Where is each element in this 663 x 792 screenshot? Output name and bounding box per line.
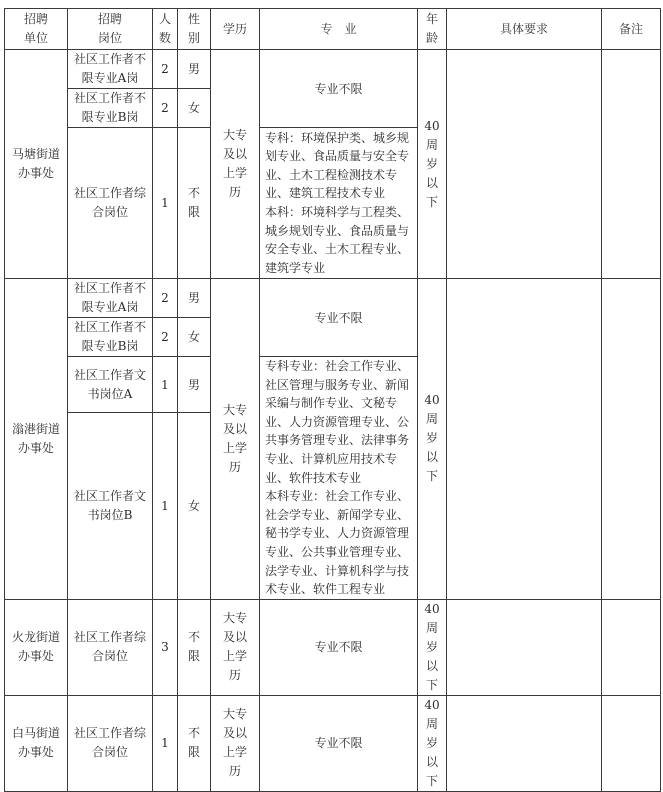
position-cell: 社区工作者不限专业A岗 [68,50,153,89]
requirements-cell [447,50,602,279]
header-count: 人数 [153,9,178,50]
header-requirements: 具体要求 [447,9,602,50]
gender-cell: 不限 [178,599,211,695]
gender-cell: 女 [178,318,211,357]
major-detail-cell [260,128,418,279]
gender-cell: 不限 [178,128,211,279]
major-cell: 专业不限 [260,279,418,357]
requirements-cell [447,279,602,600]
table-row [5,599,661,695]
major-detail-bachelor: 本科专业：社会工作专业、社会学专业、新闻学专业、秘书学专业、人力资源管理专业、公共事业管理专业、法学专业、计算机科学与技术专业、软件工程专业 [265,489,410,597]
count-cell: 1 [153,357,178,413]
gender-cell: 不限 [178,695,211,791]
major-detail-bachelor: 本科：环境科学与工程类、城乡规划专业、食品质量与安全专业、土木工程专业、建筑学专业 [265,205,410,275]
gender-cell: 男 [178,357,211,413]
major-cell: 专业不限 [260,599,418,695]
recruitment-table [4,8,661,792]
count-cell: 1 [153,413,178,599]
unit-cell: 白马街道办事处 [5,695,68,791]
table-row [5,50,661,89]
header-remarks: 备注 [602,9,661,50]
header-row [5,9,661,50]
header-age: 年龄 [418,9,447,50]
unit-cell: 滃港街道办事处 [5,279,68,600]
age-cell: 40周岁以下 [418,695,447,791]
age-cell: 40周岁以下 [418,599,447,695]
header-major: 专 业 [260,9,418,50]
position-cell: 社区工作者文书岗位A [68,357,153,413]
remarks-cell [602,50,661,279]
header-position: 招聘岗位 [68,9,153,50]
header-education: 学历 [211,9,260,50]
education-cell: 大专及以上学历 [211,599,260,695]
count-cell: 2 [153,50,178,89]
gender-cell: 女 [178,413,211,599]
major-detail-junior: 专科：环境保护类、城乡规划专业、食品质量与安全专业、土木工程检测技术专业、建筑工程技术专业 [265,130,410,201]
count-cell: 2 [153,279,178,318]
position-cell: 社区工作者文书岗位B [68,413,153,599]
major-detail-cell [260,357,418,600]
remarks-cell [602,695,661,791]
gender-cell: 男 [178,279,211,318]
table-row [5,695,661,791]
unit-cell: 马塘街道办事处 [5,50,68,279]
count-cell: 2 [153,318,178,357]
major-cell: 专业不限 [260,50,418,128]
major-cell: 专业不限 [260,695,418,791]
age-cell: 40周岁以下 [418,50,447,279]
count-cell: 2 [153,89,178,128]
table-row [5,279,661,318]
remarks-cell [602,599,661,695]
education-cell: 大专及以上学历 [211,50,260,279]
count-cell: 1 [153,128,178,279]
count-cell: 1 [153,695,178,791]
position-cell: 社区工作者综合岗位 [68,599,153,695]
education-cell: 大专及以上学历 [211,279,260,600]
position-cell: 社区工作者综合岗位 [68,128,153,279]
education-cell: 大专及以上学历 [211,695,260,791]
position-cell: 社区工作者综合岗位 [68,695,153,791]
major-detail-junior: 专科专业：社会工作专业、社区管理与服务专业、新闻采编与制作专业、文秘专业、人力资源管理专业、公共事务管理专业、法律事务专业、计算机应用技术专业、软件技术专业 [265,359,410,485]
header-gender: 性别 [178,9,211,50]
count-cell: 3 [153,599,178,695]
position-cell: 社区工作者不限专业B岗 [68,89,153,128]
age-cell: 40周岁以下 [418,279,447,600]
gender-cell: 女 [178,89,211,128]
position-cell: 社区工作者不限专业B岗 [68,318,153,357]
remarks-cell [602,279,661,600]
unit-cell: 火龙街道办事处 [5,599,68,695]
gender-cell: 男 [178,50,211,89]
requirements-cell [447,599,602,695]
header-unit: 招聘单位 [5,9,68,50]
position-cell: 社区工作者不限专业A岗 [68,279,153,318]
requirements-cell [447,695,602,791]
